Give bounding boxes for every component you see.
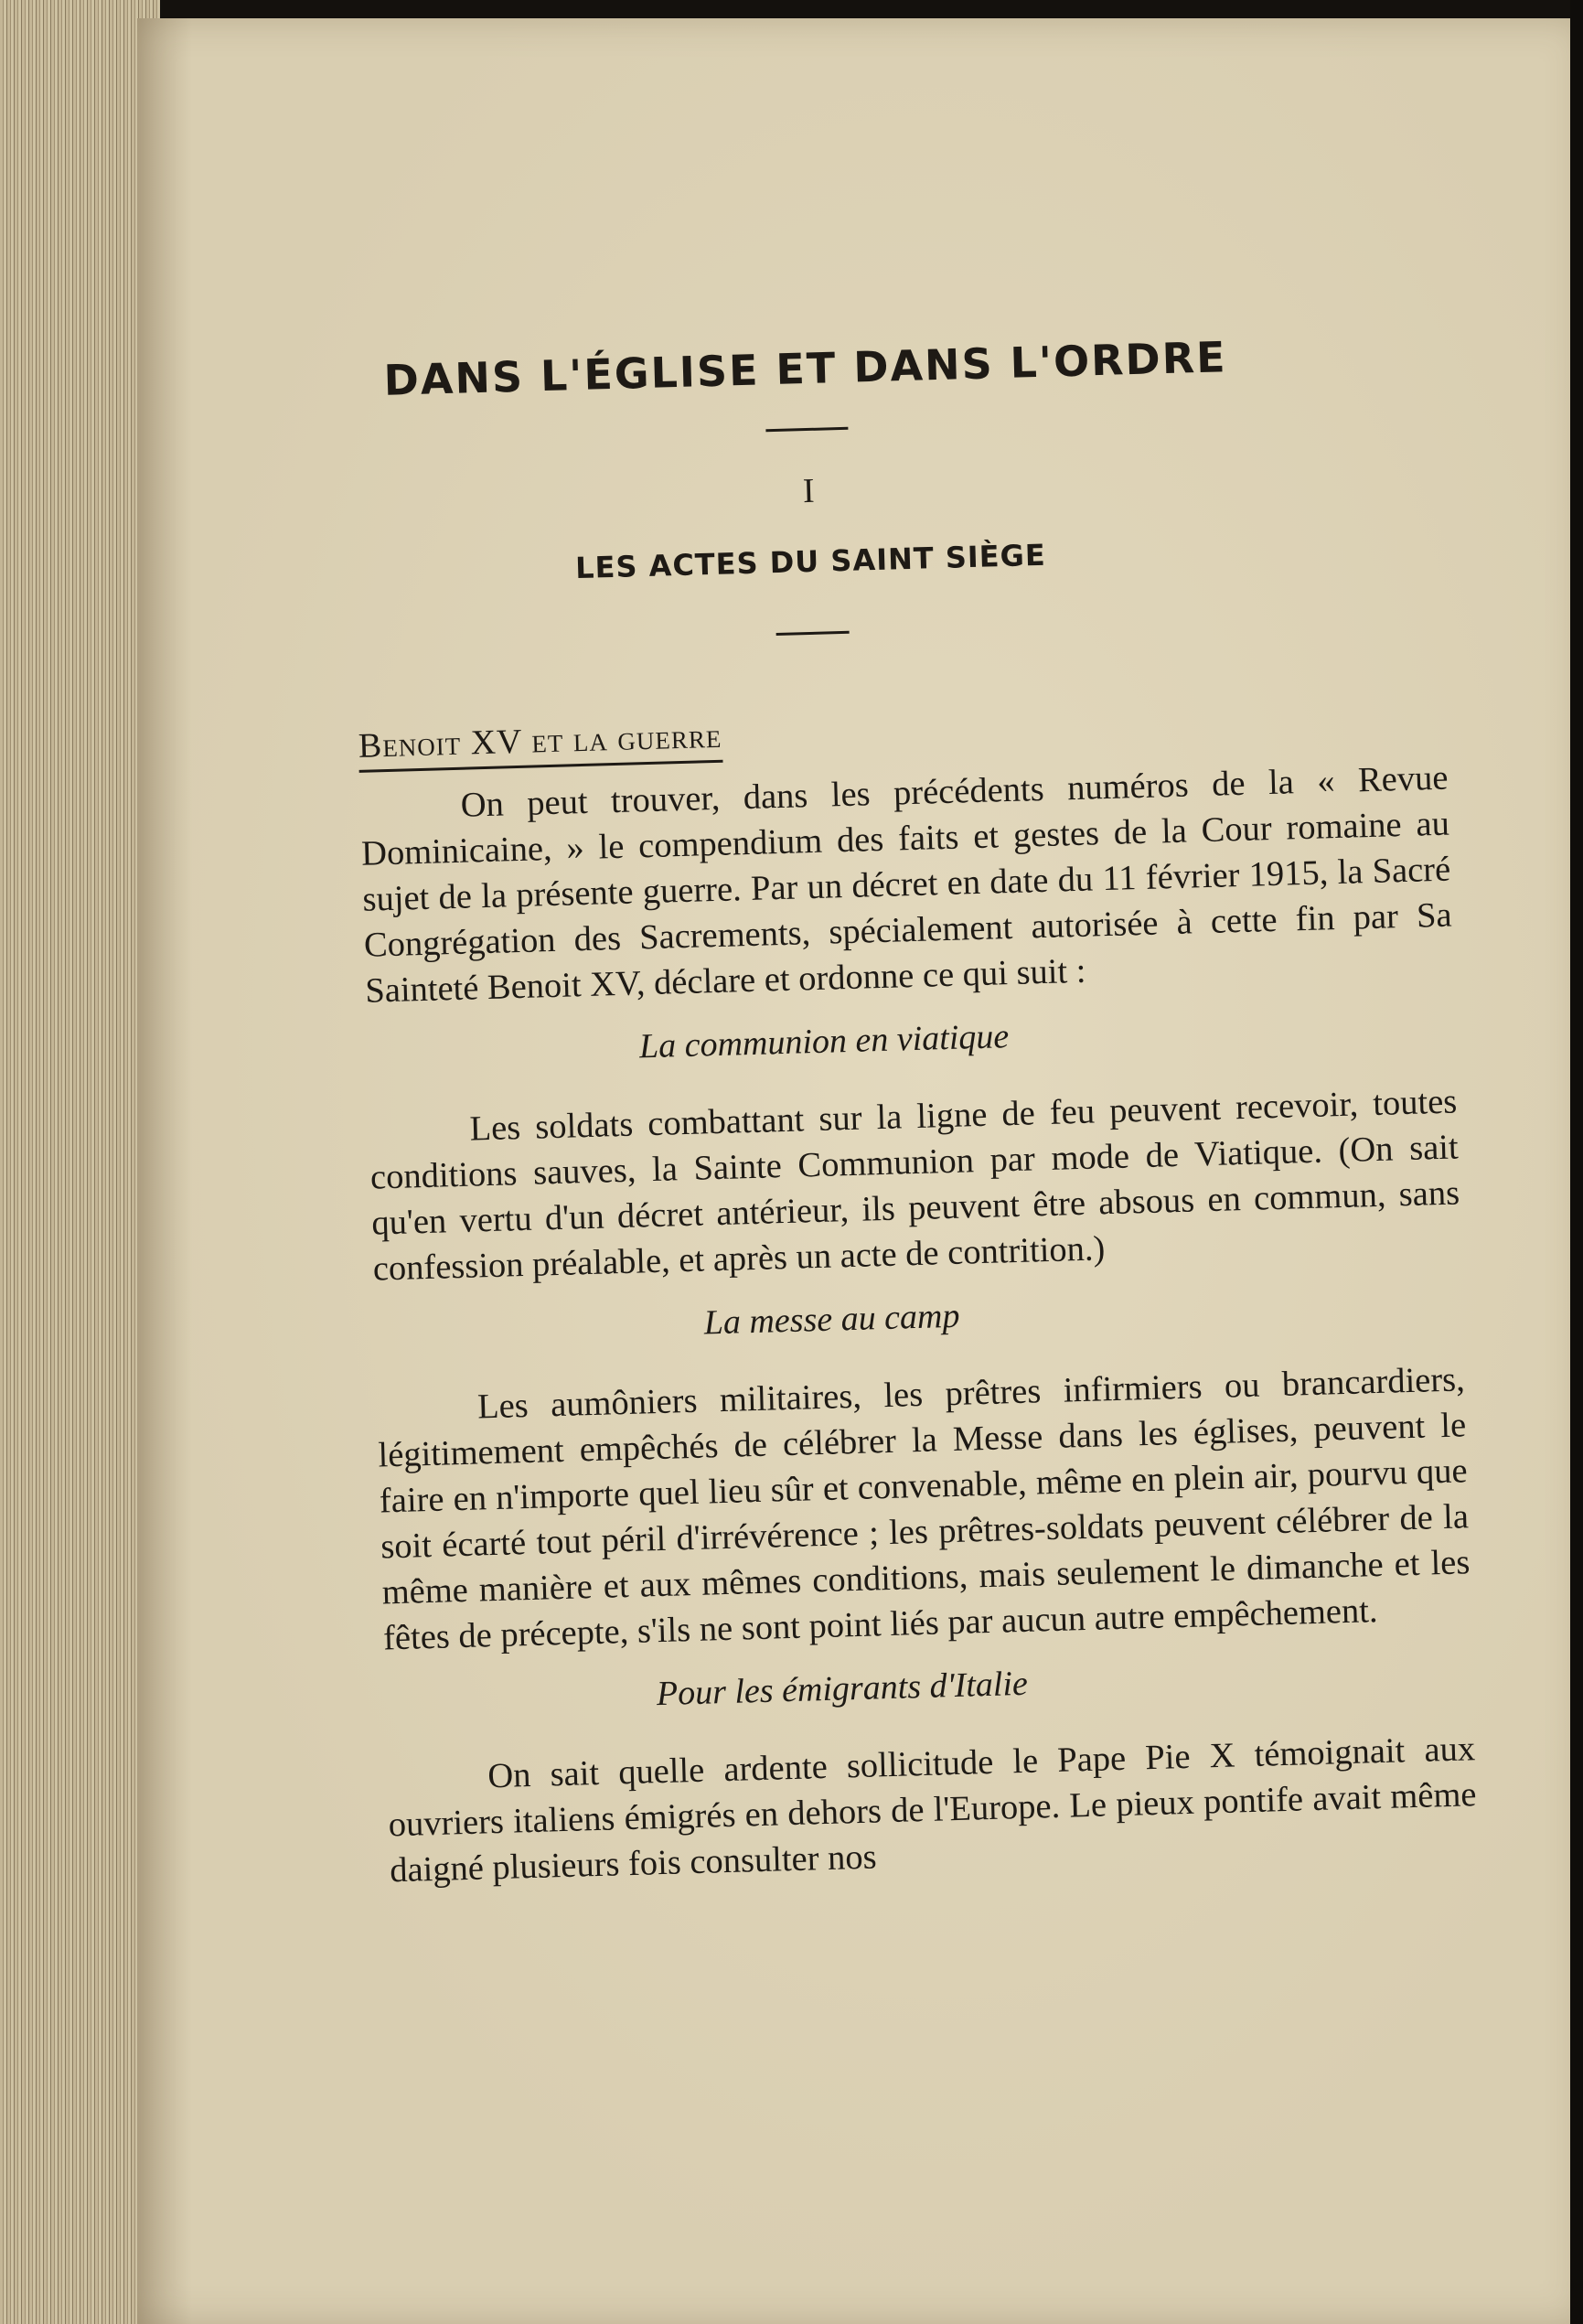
title-rule	[350, 415, 1265, 444]
section-title: LES ACTES DU SAINT SIÈGE	[574, 537, 1047, 586]
article-subhead: Benoit XV et la guerre	[358, 716, 722, 773]
page-title: DANS L'ÉGLISE ET DANS L'ORDRE	[382, 332, 1228, 405]
paragraph-emigrants: On sait quelle ardente sollicitude le Pape Pie X témoignait aux ouvriers italiens émigrés en dehors de l'Europe. Le pieux pontife avait même daigné plusieurs fois consulter nos	[388, 1730, 1477, 1890]
paragraph-communion: Les soldats combattant sur la ligne de feu peuvent recevoir, toutes conditions sauves, la Sainte Communion par mode de Viatique. (On sait qu'en vertu d'un décret antérieur, ils peuvent être absous en commun, sans confession préalable, et après un acte de contrition.)	[369, 1082, 1460, 1289]
book-page-edges	[0, 0, 160, 2324]
paragraph-messe: Les aumôniers militaires, les prêtres infirmiers ou brancardiers, légitimement empêchés de célébrer la Messe dans les églises, peuvent le faire en n'importe quel lieu sûr et convenable, même en plein air, pourvu que soit écarté tout péril d'irrévérence ; les prêtres-soldats peuvent célébrer de la même manière et aux mêmes conditions, mais seulement le dimanche et les fêtes de précepte, s'ils ne sont point liés par aucun autre empêchement.	[377, 1360, 1471, 1658]
subsection-title-communion: La communion en viatique	[638, 1017, 1010, 1066]
section-number: I	[802, 471, 816, 511]
subsection-title-emigrants: Pour les émigrants d'Italie	[656, 1664, 1029, 1714]
intro-paragraph: On peut trouver, dans les précédents numéros de la « Revue Dominicaine, » le compendium des faits et gestes de la Cour romaine au sujet de la présente guerre. Par un décret en date du 11 février 1915, la Sacré Congrégation des Sacrements, spécialement autorisée à cette fin par Sa Sainteté Benoit XV, déclare et ordonne ce qui suit :	[360, 758, 1453, 1011]
scan-right-edge	[1570, 0, 1583, 2324]
subsection-title-messe: La messe au camp	[703, 1296, 960, 1343]
page-content	[348, 326, 1505, 1893]
section-rule	[356, 619, 1270, 648]
